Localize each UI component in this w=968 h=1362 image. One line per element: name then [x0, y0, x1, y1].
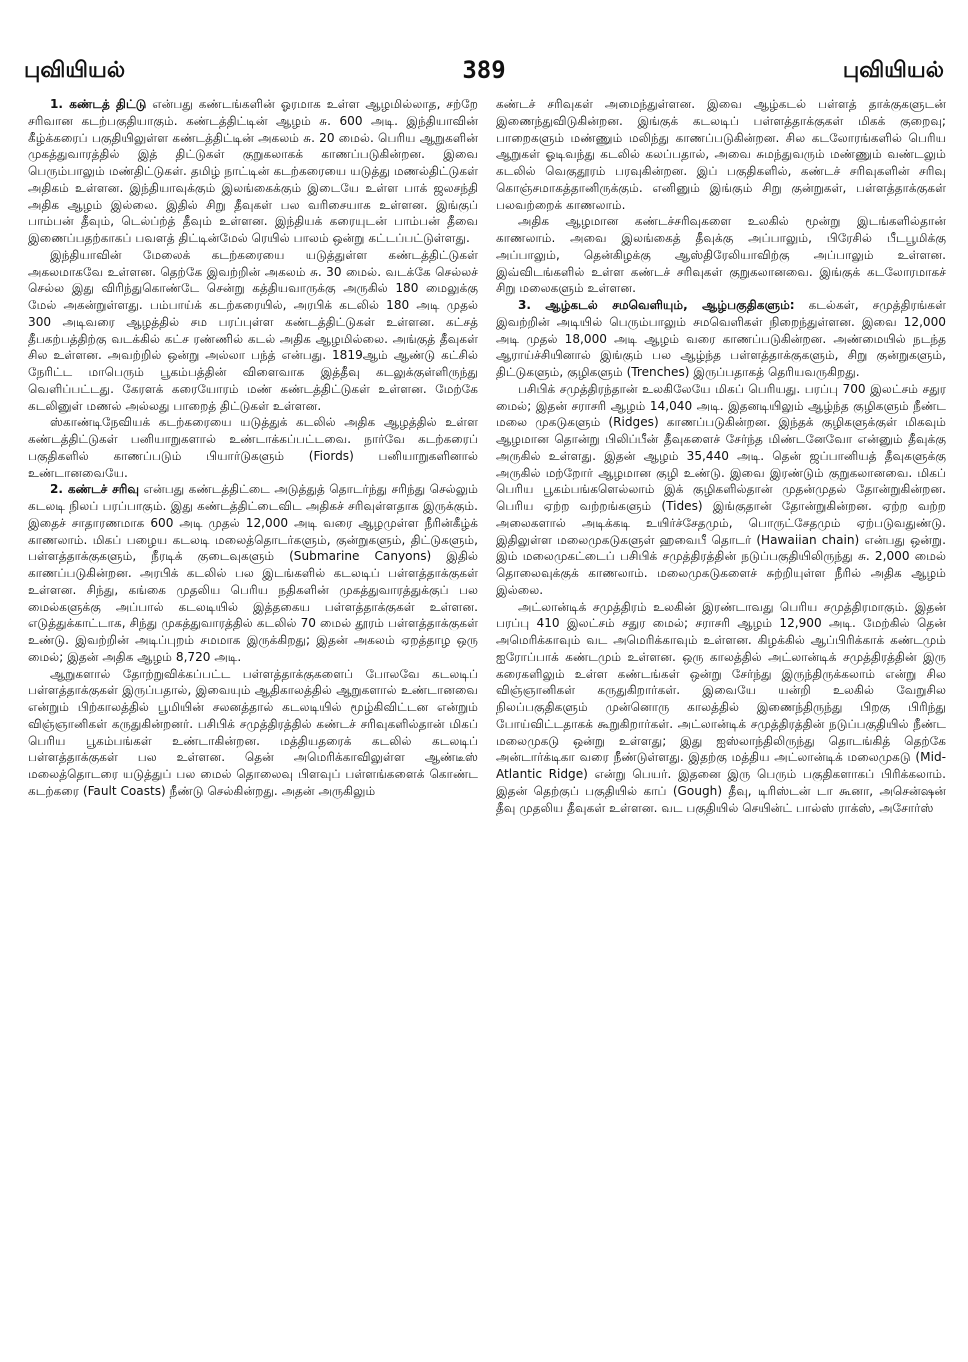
paragraph-continental-shelf	[28, 96, 478, 247]
page-number: 389	[462, 56, 506, 84]
paragraph-text: என்பது கண்டங்களின் ஓரமாக உள்ள ஆழமில்லாத, சற்றே சரிவான கடற்பகுதியாகும். கண்டத்திட்டின் ஆழம் சு. 600 அடி. இந்தியாவின் கீழ்க்கரைப் பகுதியிலுள்ள கண்டத்திட்டின் அகலம் சு. 20 மைல். பெரிய ஆறுகளின் முகத்துவாரத்தில் இத் திட்டுகள் குறுகலாகக் காணப்படுகின்றன. இவை பெரும்பாலும் மண்திட்டுகள். தமிழ் நாட்டின் கடற்கரையை யடுத்து மணல்திட்டுகள் அதிகம் உள்ளன. இந்தியாவுக்கும் இலங்கைக்கும் இடையே உள்ள பாக் ஜலசந்தி அதிக ஆழம் இல்லை. இதில் சிறு தீவுகள் பல வரிசையாக உள்ளன. இங்குப் பாம்பன் தீவும், டெல்ப்ற்த் தீவும் உள்ளன. இந்தியக் கரையுடன் பாம்பன் தீவை இணைப்பதற்காகப் பவளத் திட்டின்மேல் ரெயில் பாலம் ஒன்று கட்டப்பட்டுள்ளது.	[28, 97, 478, 245]
right-column	[496, 96, 946, 1358]
paragraph-text: என்பது கண்டத்திட்டை அடுத்துத் தொடர்ந்து சரிந்து செல்லும் கடலடி நிலப் பரப்பாகும். இது கண்டத்திட்டைவிட அதிகச் சரிவுள்ளதாக இருக்கும். இதைச் சாதாரணமாக 600 அடி முதல் 12,000 அடி வரை ஆழமுள்ள நீரின்கீழ்க் காணலாம். மிகப் பழைய கடலடி மலைத்தொடர்களும், குன்றுகளும், திட்டுகளும், பள்ளத்தாக்குகளும், நீரடிக் குடைவுகளும் (Submarine Canyons) இதில் காணப்படுகின்றன. அரபிக் கடலில் பல இடங்களில் கடலடிப் பள்ளத்தாக்குகள் உள்ளன. சிந்து, கங்கை முதலிய பெரிய நதிகளின் முகத்துவாரத்துக்குப் பல மைல்களுக்கு அப்பால் கடலடியில் இத்தகைய பள்ளத்தாக்குகள் உள்ளன. எடுத்துக்காட்டாக, சிந்து முகத்துவாரத்தில் கடலில் 70 மைல் தூரம் பள்ளத்தாக்குகள் உண்டு. இவற்றின் அடிப்புறம் சமமாக இருக்கிறது; இதன் அகலம் ஏறத்தாழ ஒரு மைல்; இதன் அதிக ஆழம் 8,720 அடி.	[28, 482, 478, 664]
left-column	[28, 96, 478, 1358]
paragraph-atlantic-ocean: அட்லான்டிக் சமுத்திரம் உலகின் இரண்டாவது பெரிய சமுத்திரமாகும். இதன் பரப்பு 410 இலட்சம் சதுர மைல்; சராசரி ஆழம் 12,900 அடி. மேற்கில் தென் அமெரிக்காவும் வட அமெரிக்காவும் உள்ளன. கிழக்கில் ஆப்பிரிக்காக் கண்டமும் ஐரோப்பாக் கண்டமும் உள்ளன. ஒரு காலத்தில் அட்லான்டிக் சமுத்திரத்தின் இரு கரைகளிலும் உள்ள கண்டங்கள் ஒன்று சேர்ந்து இருந்திருக்கலாம் என்று சில விஞ்ஞானிகள் கருதுகிறார்கள். இவையே யன்றி உலகில் வேறுசில நிலப்பகுதிகளும் முன்னொரு காலத்தில் இணைந்திருந்து பிறகு பிரிந்து போய்விட்டதாகக் கூறுகிறார்கள். அட்லான்டிக் சமுத்திரத்தின் நடுப்பகுதியில் நீண்ட மலைமுகடு ஒன்று உள்ளது; இது ஐஸ்லாந்திலிருந்து தொடங்கித் தெற்கே அன்டார்க்டிகா வரை நீண்டுள்ளது. இதற்கு மத்திய அட்லான்டிக் மலைமுகடு (Mid-Atlantic Ridge) என்று பெயர். இதனை இரு பெரும் பகுதிகளாகப் பிரிக்கலாம். இதன் தெற்குப் பகுதியில் காப் (Gough) தீவு, டிரிஸ்டன் டா கூனா, அசென்ஷன் தீவு முதலிய தீவுகள் உள்ளன. வட பகுதியில் செயின்ட் பால்ஸ் ராக்ஸ், அசோர்ஸ்	[496, 599, 946, 815]
running-title-right: புவியியல்	[842, 58, 944, 83]
paragraph-abyssal-plain	[496, 297, 946, 381]
paragraph-text: கடல்கள், சமுத்திரங்கள் இவற்றின் அடியில் பெரும்பாலும் சமவெளிகள் நிறைந்துள்ளன. இவை 12,000 அடி முதல் 18,000 அடி ஆழம் வரை காணப்படுகின்றன. அண்மையில் நடந்த ஆராய்ச்சியினால் இங்கும் பல ஆழ்ந்த பள்ளத்தாக்குகளும், சிறு குன்றுகளும், திட்டுகளும், குழிகளும் (Trenches) இருப்பதாகத் தெரியவருகிறது.	[496, 298, 946, 379]
paragraph-deep-slopes: அதிக ஆழமான கண்டச்சரிவுகளை உலகில் மூன்று இடங்களில்தான் காணலாம். அவை இலங்கைத் தீவுக்கு அப்பாலும், பிரேசில் பீடபூமிக்கு அப்பாலும், தென்கிழக்கு ஆஸ்திரேலியாவிற்கு அப்பாலும் உள்ளன. இவ்விடங்களில் உள்ள கண்டச் சரிவுகள் குறுகலானவை. இங்குக் கடலோரமாகச் சிறு மலைகளும் உள்ளன.	[496, 214, 946, 296]
paragraph-river-valleys: ஆறுகளால் தோற்றுவிக்கப்பட்ட பள்ளத்தாக்குகளைப் போலவே கடலடிப் பள்ளத்தாக்குகள் இருப்பதால், இவையும் ஆதிகாலத்தில் ஆறுகளால் உண்டானவை என்றும் பிற்காலத்தில் பூமியின் சலனத்தால் கடலடியில் மூழ்கிவிட்டன என்றும் விஞ்ஞானிகள் கருதுகின்றனர். பசிபிக் சமுத்திரத்தில் கண்டச் சரிவுகளில்தான் மிகப் பெரிய பூகம்பங்கள் உண்டாகின்றன. மத்தியதரைக் கடலில் கடலடிப் பள்ளத்தாக்குகள் பல உள்ளன. தென் அமெரிக்காவிலுள்ள ஆண்டீஸ் மலைத்தொடரை யடுத்துப் பல மைல் தொலைவு பிளவுப் பள்ளங்களைக் கொண்ட கடற்கரை (Fault Coasts) நீண்டு செல்கின்றது. அதன் அருகிலும்	[28, 666, 478, 798]
paragraph-slope-continued: கண்டச் சரிவுகள் அமைந்துள்ளன. இவை ஆழ்கடல் பள்ளத் தாக்குகளுடன் இணைந்துவிடுகின்றன. இங்குக் கடலடிப் பள்ளத்தாக்குகள் மிகக் குறைவு; பாறைகளும் மண்ணும் மலிந்து காணப்படுகின்றன. சில கடலோரங்களில் பெரிய ஆறுகள் ஓடிவந்து கடலில் கலப்பதால், அவை சுமந்துவரும் மண்ணும் வண்டலும் கடலில் வெகுதூரம் பரவுகின்றன. இப் பகுதிகளில், கண்டச் சரிவுகளின் சரிவு கொஞ்சமாகத்தானிருக்கும். எனினும் இங்கும் சிறு குன்றுகள், பள்ளத்தாக்குகள் பலவற்றைக் காணலாம்.	[496, 97, 946, 212]
section-heading-continental-slope: 2. கண்டச் சரிவு	[50, 482, 140, 497]
section-heading-abyssal-plain: 3. ஆழ்கடல் சமவெளியும், ஆழ்பகுதிகளும்:	[518, 298, 795, 312]
running-title-left: புவியியல்	[24, 58, 126, 83]
paragraph-scandinavian-shelf: ஸ்காண்டிநேவியக் கடற்கரையை யடுத்துக் கடலில் அதிக ஆழத்தில் உள்ள கண்டத்திட்டுகள் பனியாறுகளால் உண்டாக்கப்பட்டவை. நார்வே கடற்கரைப் பகுதிகளில் காணப்படும் பியார்டுகளும் (Fiords) பனியாறுகளினால் உண்டானவையே.	[28, 415, 478, 480]
section-heading-continental-shelf: 1. கண்டத் திட்டு	[50, 97, 147, 111]
page-header	[24, 58, 944, 94]
paragraph-continental-slope	[28, 481, 478, 665]
paragraph-pacific-ocean: பசிபிக் சமுத்திரந்தான் உலகிலேயே மிகப் பெரியது. பரப்பு 700 இலட்சம் சதுர மைல்; இதன் சராசரி ஆழம் 14,040 அடி. இதனடியிலும் ஆழ்ந்த குழிகளும் நீண்ட மலை முகடுகளும் (Ridges) காணப்படுகின்றன. இந்தக் குழிகளுக்குள் மிகவும் ஆழமான தொன்று பிலிப்பீன் தீவுகளைச் சேர்ந்த மிண்டனேவோ என்னும் தீவுக்கு அருகில் உள்ளது. இதன் ஆழம் 35,440 அடி. தென் ஜப்பானியத் தீவுகளுக்கு அருகில் மற்றோர் ஆழமான குழி உண்டு. இவை இரண்டும் குறுகலானவை. மிகப் பெரிய பூகம்பங்களெல்லாம் இக் குழிகளில்தான் முதன்முதல் தோன்றுகின்றன. பெரிய ஏற்ற வற்றங்களும் (Tides) இங்குதான் தோன்றுகின்றன. ஏற்ற வற்ற அலைகளால் அடிக்கடி உயிர்ச்சேதமும், பொருட்சேதமும் ஏற்படுவதுண்டு. இதிலுள்ள மலைமுகடுகளுள் ஹவைபீ தொடர் (Hawaiian chain) என்பது ஒன்று. இம் மலைமுகட்டைப் பசிபிக் சமுத்திரத்தின் நடுப்பகுதியிலிருந்து சு. 2,000 மைல் தொலைவுக்குக் காணலாம். மலைமுகடுகளைச் சுற்றியுள்ள நீரில் அதிக ஆழம் இல்லை.	[496, 381, 946, 597]
paragraph-west-coast-shelf: இந்தியாவின் மேலைக் கடற்கரையை யடுத்துள்ள கண்டத்திட்டுகள் அகலமாகவே உள்ளன. தெற்கே இவற்றின் அகலம் சு. 30 மைல். வடக்கே செல்லச் செல்ல இது விரிந்துகொண்டே சென்று கத்தியவாருக்கு அருகில் 180 மைலுக்கு மேல் அகன்றுள்ளது. பம்பாய்க் கடற்கரையில், அரபிக் கடலில் 180 அடி முதல் 300 அடிவரை ஆழத்தில் சம பரப்புள்ள கண்டத்திட்டுகள் உள்ளன. கட்சத் தீபகற்பத்திற்கு வடக்கில் கட்ச ரண்ணில் கடல் அதிக ஆழமில்லை. அங்குத் தீவுகள் சில உள்ளன. அவற்றில் ஒன்று அல்லா பந்த் என்பது. 1819ஆம் ஆண்டு கட்சில் நேரிட்ட மாபெரும் பூகம்பத்தின் விளைவாக இத்தீவு கடலுக்குள்ளிருந்து வெளிப்பட்டது. கேரளக் கரையோரம் மண் கண்டத்திட்டுகள் உள்ளன. மேற்கே கடலினுள் மணல் அல்லது பாறைத் திட்டுகள் உள்ளன.	[28, 247, 478, 413]
